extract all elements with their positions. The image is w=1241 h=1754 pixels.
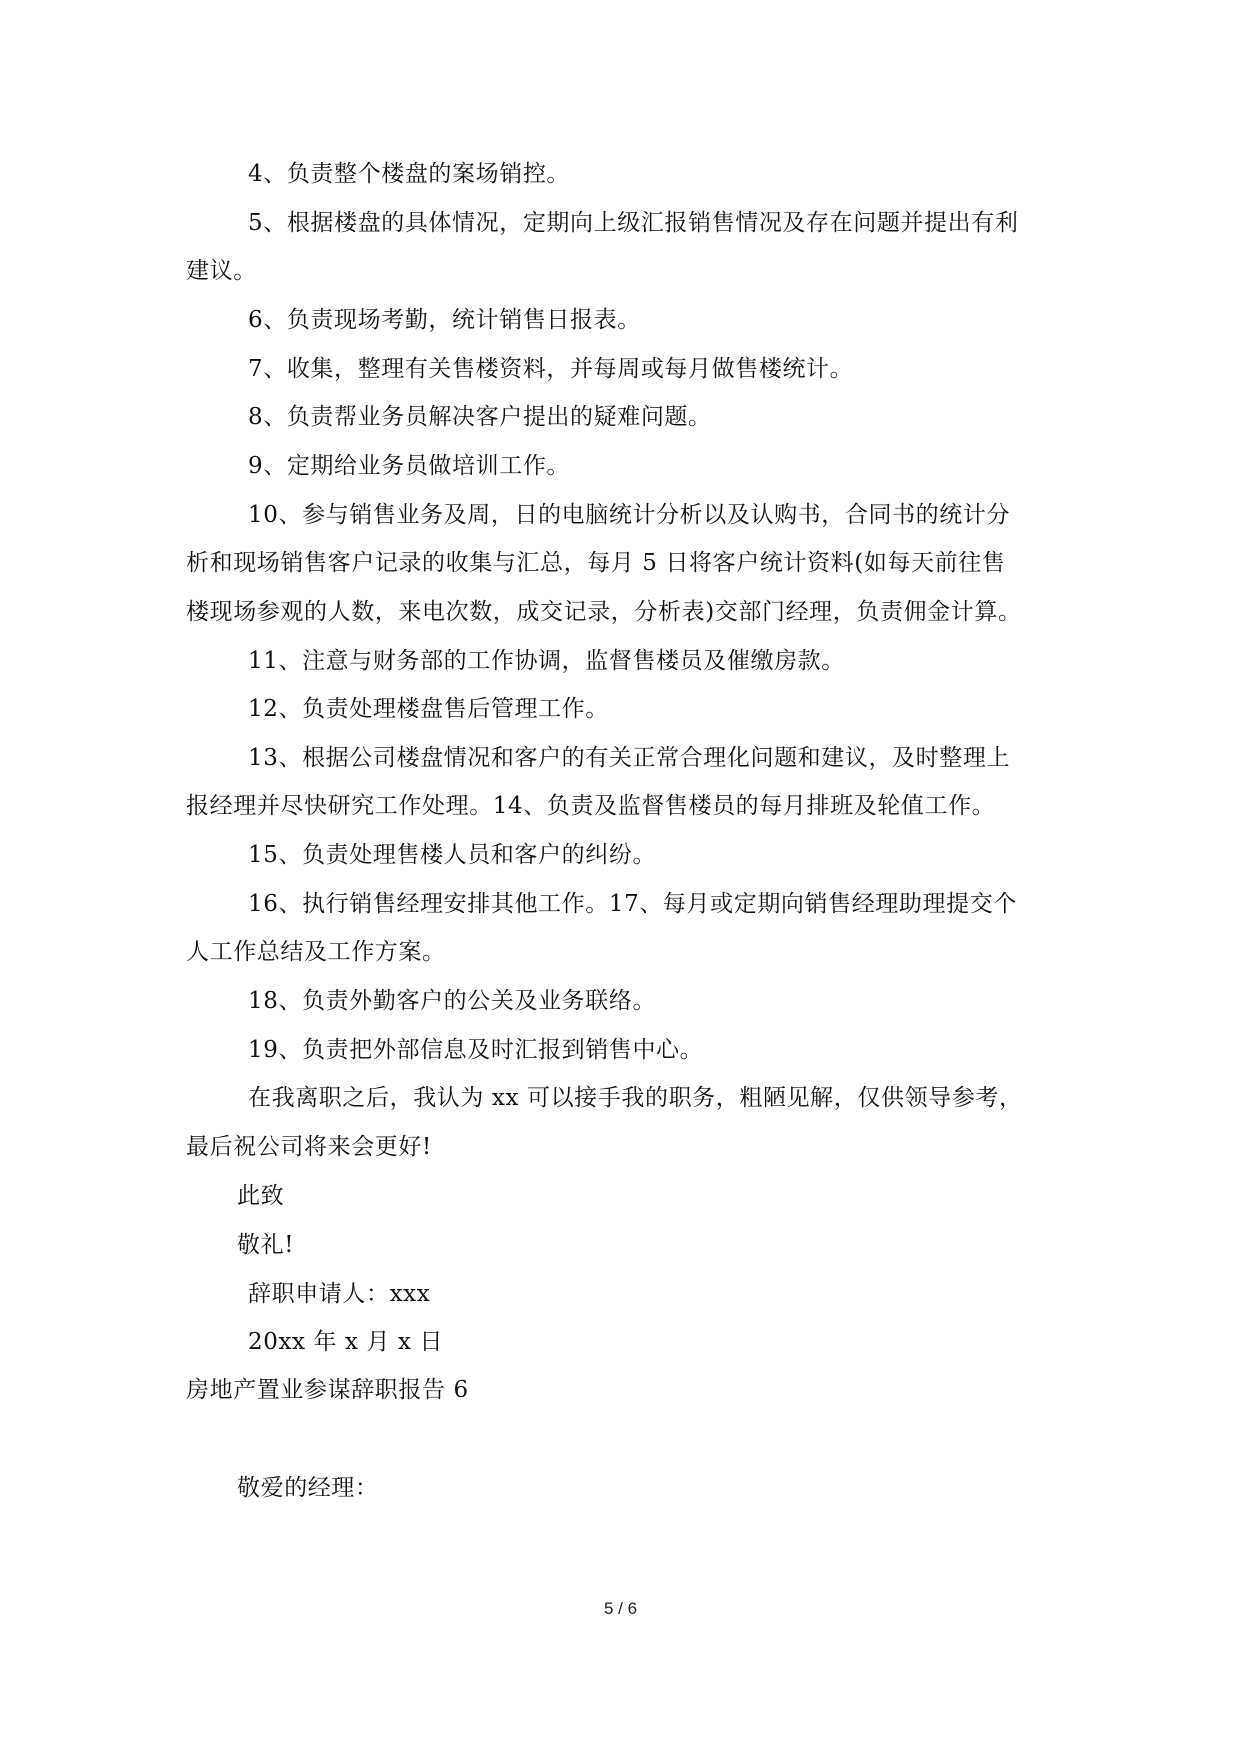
duty-item-10-cont-1: 析和现场销售客户记录的收集与汇总，每月 5 日将客户统计资料(如每天前往售 [186, 550, 1006, 576]
duty-item-5-cont: 建议。 [186, 258, 257, 284]
duty-item-4: 4、负责整个楼盘的案场销控。 [248, 161, 571, 187]
duty-item-18: 18、负责外勤客户的公关及业务联络。 [248, 988, 657, 1014]
applicant-signature: 辞职申请人：xxx [248, 1281, 431, 1307]
section-title: 房地产置业参谋辞职报告 6 [186, 1377, 469, 1403]
duty-item-16: 16、执行销售经理安排其他工作。17、每月或定期向销售经理助理提交个 [248, 891, 1017, 917]
duty-item-8: 8、负责帮业务员解决客户提出的疑难问题。 [248, 404, 712, 430]
duty-item-15: 15、负责处理售楼人员和客户的纠纷。 [248, 842, 657, 868]
salutation-cizhi: 此致 [237, 1183, 285, 1209]
duty-item-11: 11、注意与财务部的工作协调，监督售楼员及催缴房款。 [248, 648, 845, 674]
duty-item-16-cont: 人工作总结及工作方案。 [186, 939, 446, 965]
letter-date: 20xx 年 x 月 x 日 [248, 1329, 444, 1355]
duty-item-10: 10、参与销售业务及周，日的电脑统计分析以及认购书，合同书的统计分 [248, 502, 1011, 528]
closing-paragraph: 在我离职之后，我认为 xx 可以接手我的职务，粗陋见解，仅供领导参考， [248, 1085, 1023, 1111]
duty-item-12: 12、负责处理楼盘售后管理工作。 [248, 696, 609, 722]
salutation-jingli: 敬礼! [237, 1232, 295, 1258]
duty-item-19: 19、负责把外部信息及时汇报到销售中心。 [248, 1037, 704, 1063]
page-number: 5 / 6 [603, 1599, 638, 1618]
duty-item-13: 13、根据公司楼盘情况和客户的有关正常合理化问题和建议，及时整理上 [248, 745, 1011, 771]
duty-item-13-cont: 报经理并尽快研究工作处理。14、负责及监督售楼员的每月排班及轮值工作。 [186, 793, 996, 819]
duty-item-7: 7、收集，整理有关售楼资料，并每周或每月做售楼统计。 [248, 356, 854, 382]
duty-item-5: 5、根据楼盘的具体情况，定期向上级汇报销售情况及存在问题并提出有利 [248, 210, 1019, 236]
duty-item-10-cont-2: 楼现场参观的人数，来电次数，成交记录，分析表)交部门经理，负责佣金计算。 [186, 599, 1022, 625]
greeting: 敬爱的经理： [237, 1475, 379, 1501]
closing-paragraph-cont: 最后祝公司将来会更好! [186, 1134, 432, 1160]
duty-item-6: 6、负责现场考勤，统计销售日报表。 [248, 307, 641, 333]
duty-item-9: 9、定期给业务员做培训工作。 [248, 453, 571, 479]
